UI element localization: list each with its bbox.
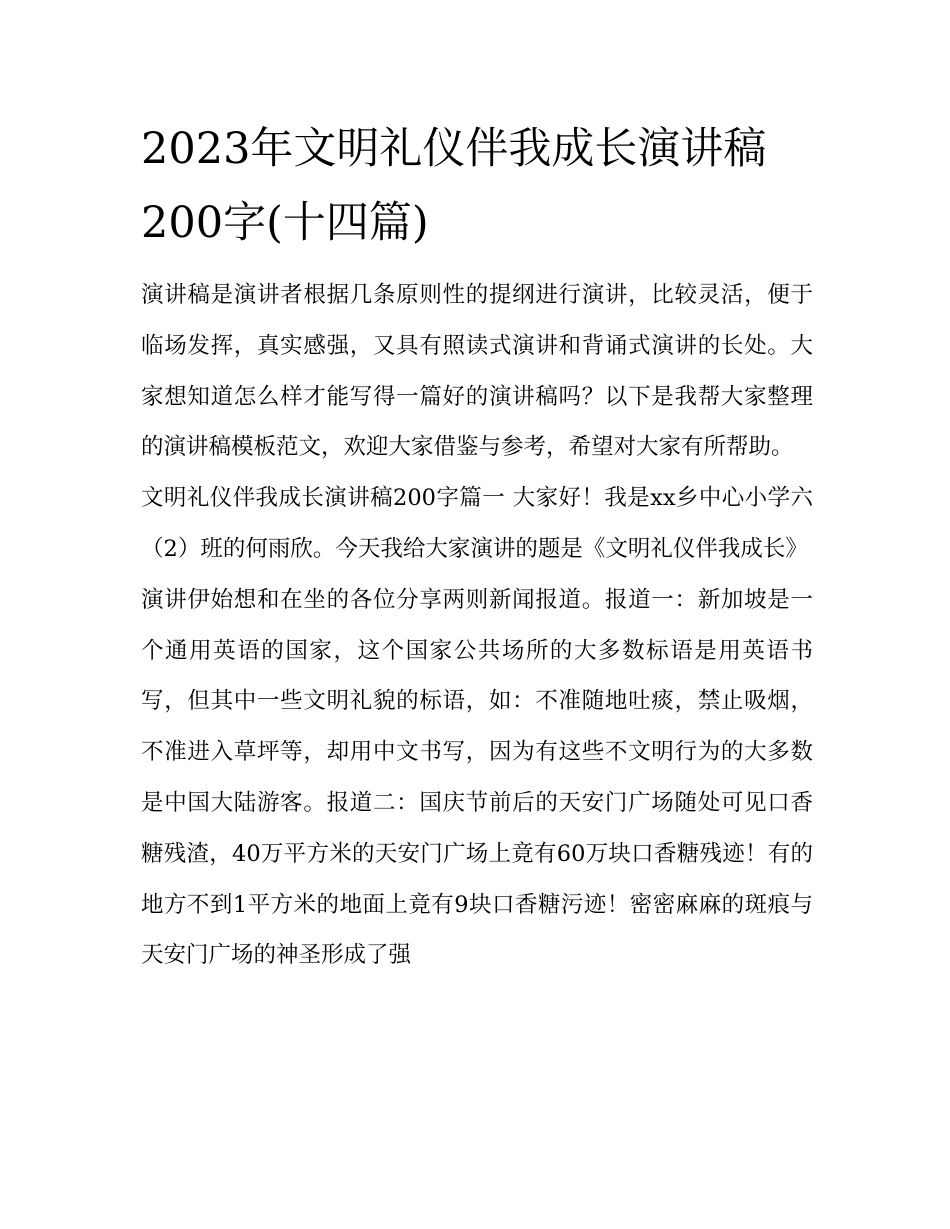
speech-opening-paragraph: 文明礼仪伴我成长演讲稿200字篇一 大家好！我是xx乡中心小学六（2）班的何雨欣。今天我给大家演讲的题是《文明礼仪伴我成长》 <box>141 485 813 562</box>
intro-paragraph: 演讲稿是演讲者根据几条原则性的提纲进行演讲，比较灵活，便于临场发挥，真实感强，又具有照读式演讲和背诵式演讲的长处。大家想知道怎么样才能写得一篇好的演讲稿吗？以下是我帮大家整理的演讲稿模板范文，欢迎大家借鉴与参考，希望对大家有所帮助。 <box>141 282 813 461</box>
news-report-paragraph: 演讲伊始想和在坐的各位分享两则新闻报道。报道一：新加坡是一个通用英语的国家，这个国家公共场所的大多数标语是用英语书写，但其中一些文明礼貌的标语，如：不准随地吐痰，禁止吸烟，不准进入草坪等，却用中文书写，因为有这些不文明行为的大多数是中国大陆游客。报道二：国庆节前后的天安门广场随处可见口香糖残渣，40万平方米的天安门广场上竟有60万块口香糖残迹！有的地方不到1平方米的地面上竟有9块口香糖污迹！密密麻麻的斑痕与天安门广场的神圣形成了强 <box>141 586 813 969</box>
document-title: 2023年文明礼仪伴我成长演讲稿200字(十四篇) <box>141 124 767 248</box>
document-body <box>141 112 813 981</box>
